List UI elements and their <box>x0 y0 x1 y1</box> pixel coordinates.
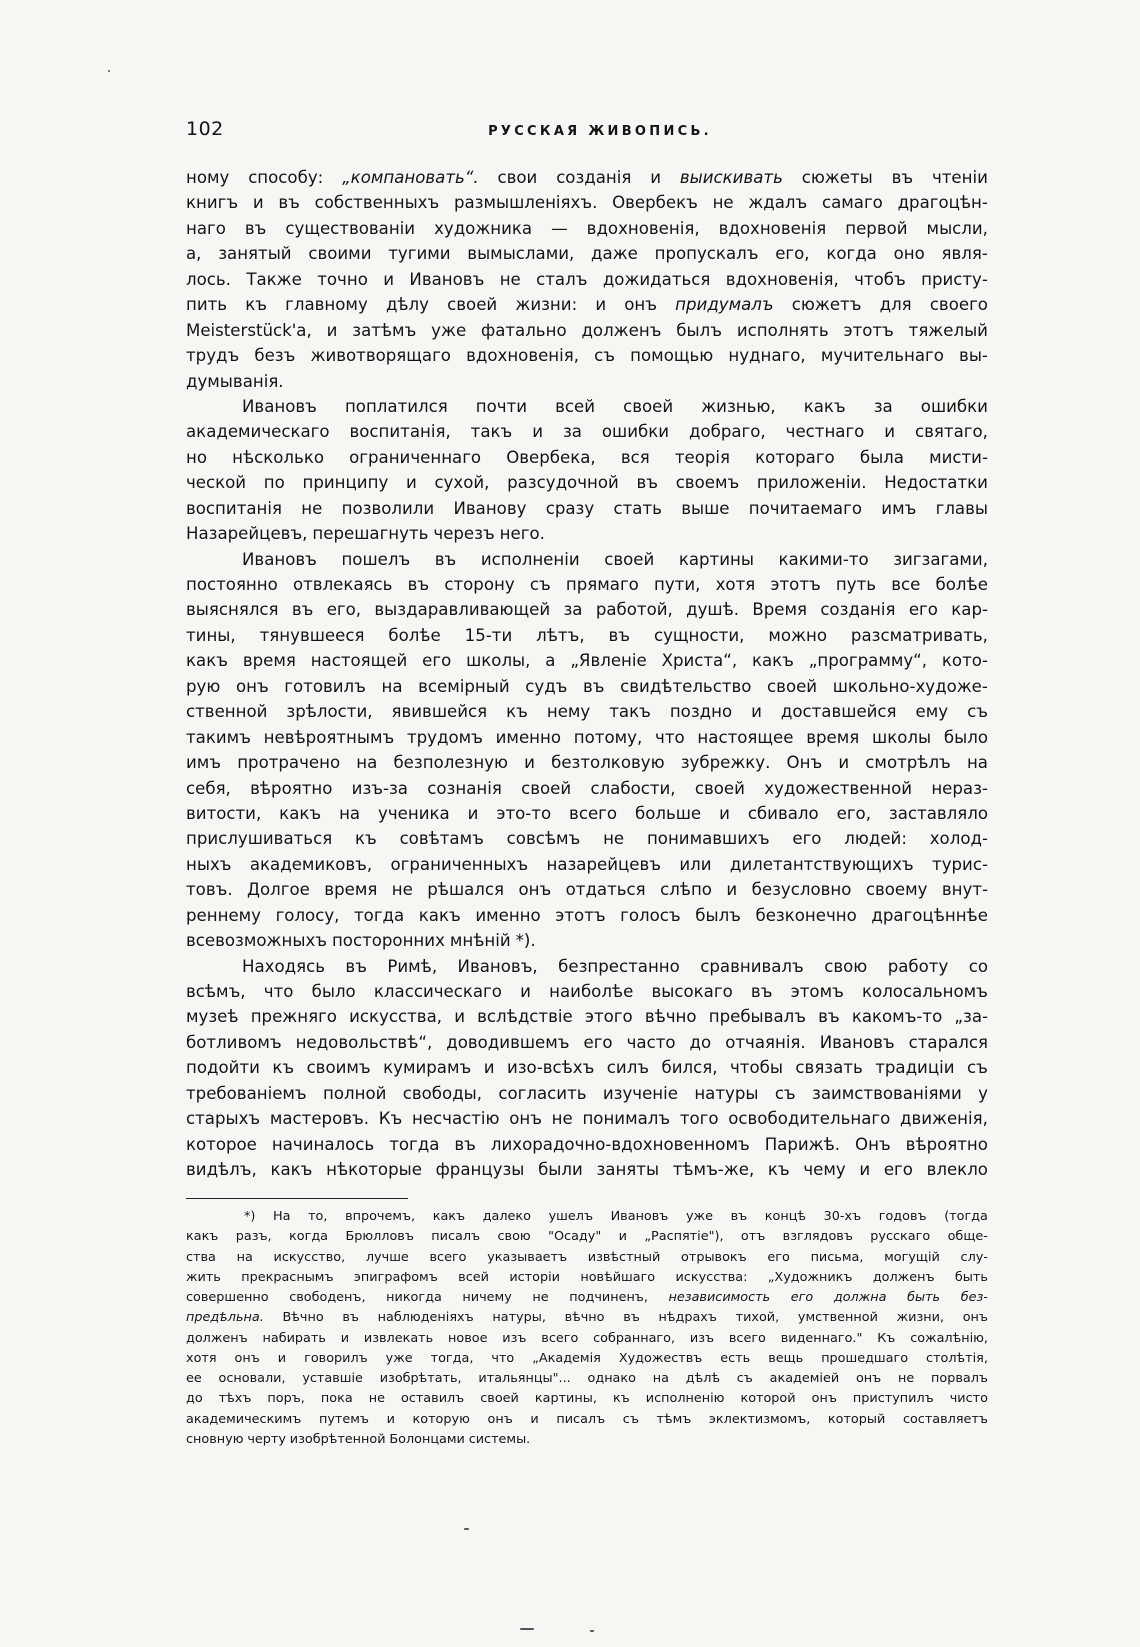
text-line: музеѣ прежняго искусства, и вслѣдствіе этого вѣчно пребывалъ въ какомъ-то „за- <box>186 1007 988 1027</box>
footnote-line: хотя онъ и говорилъ уже тогда, что „Академія Художествъ есть вещь прошедшаго столѣтія, <box>186 1350 988 1366</box>
text-line: ственной зрѣлости, явившейся къ нему такъ поздно и доставшейся ему съ <box>186 702 988 722</box>
text-line: ботливомъ недовольствѣ“, доводившемъ его часто до отчаянія. Ивановъ старался <box>186 1032 988 1052</box>
page-number: 102 <box>186 118 224 140</box>
footnote-line: до тѣхъ поръ, пока не оставилъ своей картины, къ исполненію которой онъ приступилъ чисто <box>186 1391 988 1407</box>
text-line: всѣмъ, что было классическаго и наиболѣе высокаго въ этомъ колосальномъ <box>186 982 988 1001</box>
text-line: но нѣсколько ограниченнаго Овербека, вся теорія котораго была мисти- <box>186 447 988 467</box>
text-line: всевозможныхъ посторонних мнѣній *). <box>186 931 536 951</box>
text-line: академическаго воспитанія, такъ и за ошибки добраго, честнаго и святаго, <box>186 422 988 442</box>
footnote-line: академическимъ путемъ и которую онъ и писалъ съ тѣмъ эклектизмомъ, который составляетъ <box>186 1411 988 1427</box>
text-line: такимъ невѣроятнымъ трудомъ именно потому, что настоящее время школы было <box>186 727 988 747</box>
footnote-separator <box>186 1198 408 1199</box>
footnote-line: сновную черту изобрѣтенной Болонцами системы. <box>186 1431 531 1447</box>
text-line: рую онъ готовилъ на всемірный судъ въ свидѣтельство своей школьно-художе- <box>186 676 988 696</box>
scan-speck <box>590 1630 594 1632</box>
text-line: Находясь въ Римѣ, Ивановъ, безпрестанно сравнивалъ свою работу со <box>242 956 988 976</box>
text-line: воспитанія не позволили Иванову сразу стать выше почитаемаго имъ главы <box>186 498 988 518</box>
text-line: какъ время настоящей его школы, а „Явленіе Христа“, какъ „программу“, кото- <box>186 651 988 671</box>
footnote-line: какъ разъ, когда Брюлловъ писалъ свою "Осаду" и „Распятіе"), отъ взглядовъ русскаго обще- <box>186 1229 988 1245</box>
text-line: Ивановъ пошелъ въ исполненіи своей картины какими-то зигзагами, <box>242 549 988 569</box>
text-line: старыхъ мастеровъ. Къ несчастію онъ не понималъ того освободительнаго движенія, <box>186 1109 988 1129</box>
scan-speck <box>464 1528 469 1530</box>
text-line: думыванія. <box>186 371 284 391</box>
footnote-line: совершенно свободенъ, никогда ничему не подчиненъ, независимость его должна быть без- <box>186 1290 988 1305</box>
text-line: реннему голосу, тогда какъ именно этотъ голосъ былъ безконечно драгоцѣннѣе <box>186 905 988 925</box>
text-line: Ивановъ поплатился почти всей своей жизнью, какъ за ошибки <box>242 396 988 416</box>
text-line: ному способу: „компановать“. свои созданія и выискивать сюжеты въ чтеніи <box>186 168 988 187</box>
text-line: постоянно отвлекаясь въ сторону съ прямаго пути, хотя этотъ путь все болѣе <box>186 575 988 594</box>
running-head: РУССКАЯ ЖИВОПИСЬ. <box>488 124 712 139</box>
scan-speck <box>520 1628 534 1630</box>
text-line: а, занятый своими тугими вымыслами, даже пропускалъ его, когда оно явля- <box>186 244 988 264</box>
text-line: тины, тянувшееся болѣе 15-ти лѣтъ, въ сущности, можно разсматривать, <box>186 625 988 645</box>
text-line: Meisterstück'a, и затѣмъ уже фатально долженъ былъ исполнять этотъ тяжелый <box>186 320 988 340</box>
text-line: лось. Также точно и Ивановъ не сталъ дожидаться вдохновенія, чтобъ присту- <box>186 269 988 289</box>
footnote-line: долженъ набирать и извлекать новое изъ всего собраннаго, изъ всего виденнаго." Къ сожалѣнію, <box>186 1330 988 1346</box>
text-line: трудъ безъ животворящаго вдохновенія, съ помощью нуднаго, мучительнаго вы- <box>186 346 988 366</box>
footnote-line: ства на искусство, лучше всего указываетъ извѣстный отрывокъ его письма, могущій слу- <box>186 1249 988 1265</box>
text-line: пить къ главному дѣлу своей жизни: и онъ придумалъ сюжетъ для своего <box>186 295 988 315</box>
footnote-line: предѣльна. Вѣчно въ наблюденіяхъ натуры, вѣчно въ нѣдрахъ тихой, умственной жизни, онъ <box>186 1310 988 1326</box>
footnote-line: жить прекраснымъ эпиграфомъ всей исторіи новѣйшаго искусства: „Художникъ долженъ быть <box>186 1269 988 1285</box>
text-line: требованіемъ полной свободы, согласить изученіе натуры съ заимствованіями у <box>186 1083 988 1103</box>
scan-speck <box>108 70 110 72</box>
text-line: Назарейцевъ, перешагнуть черезъ него. <box>186 524 545 544</box>
footnote-line: *) На то, впрочемъ, какъ далеко ушелъ Ивановъ уже въ концѣ 30-хъ годовъ (тогда <box>244 1209 988 1224</box>
text-line: наго въ существованіи художника — вдохновенія, вдохновенія первой мысли, <box>186 218 988 238</box>
text-line: видѣлъ, какъ нѣкоторые французы были заняты тѣмъ-же, къ чему и его влекло <box>186 1160 988 1180</box>
main-text <box>186 165 988 1183</box>
text-line: выяснялся въ его, выздаравливающей за работой, душѣ. Время созданія его кар- <box>186 600 988 620</box>
footnote <box>186 1207 988 1450</box>
text-line: ныхъ академиковъ, ограниченныхъ назарейцевъ или дилетантствующихъ турис- <box>186 854 988 874</box>
text-line: прислушиваться къ совѣтамъ совсѣмъ не понимавшихъ его людей: холод- <box>186 829 988 849</box>
text-line: витости, какъ на ученика и это-то всего больше и сбивало его, заставляло <box>186 803 988 823</box>
text-line: ческой по принципу и сухой, разсудочной въ своемъ приложеніи. Недостатки <box>186 473 988 493</box>
text-line: книгъ и въ собственныхъ размышленіяхъ. Овербекъ не ждалъ самаго драгоцѣн- <box>186 193 988 213</box>
text-line: которое начиналось тогда въ лихорадочно-вдохновенномъ Парижѣ. Онъ вѣроятно <box>186 1134 988 1154</box>
text-line: товъ. Долгое время не рѣшался онъ отдаться слѣпо и безусловно своему внут- <box>186 880 988 900</box>
footnote-line: ее основали, уставшіе изобрѣтать, итальянцы"... однако на дѣлѣ съ академіей онъ не порвалъ <box>186 1371 988 1386</box>
text-line: себя, вѣроятно изъ-за сознанія своей слабости, своей художественной нераз- <box>186 778 988 798</box>
text-line: подойти къ своимъ кумирамъ и изо-всѣхъ силъ бился, чтобы связать традиціи съ <box>186 1058 988 1078</box>
text-line: имъ протрачено на безполезную и безтолковую зубрежку. Онъ и смотрѣлъ на <box>186 753 988 773</box>
